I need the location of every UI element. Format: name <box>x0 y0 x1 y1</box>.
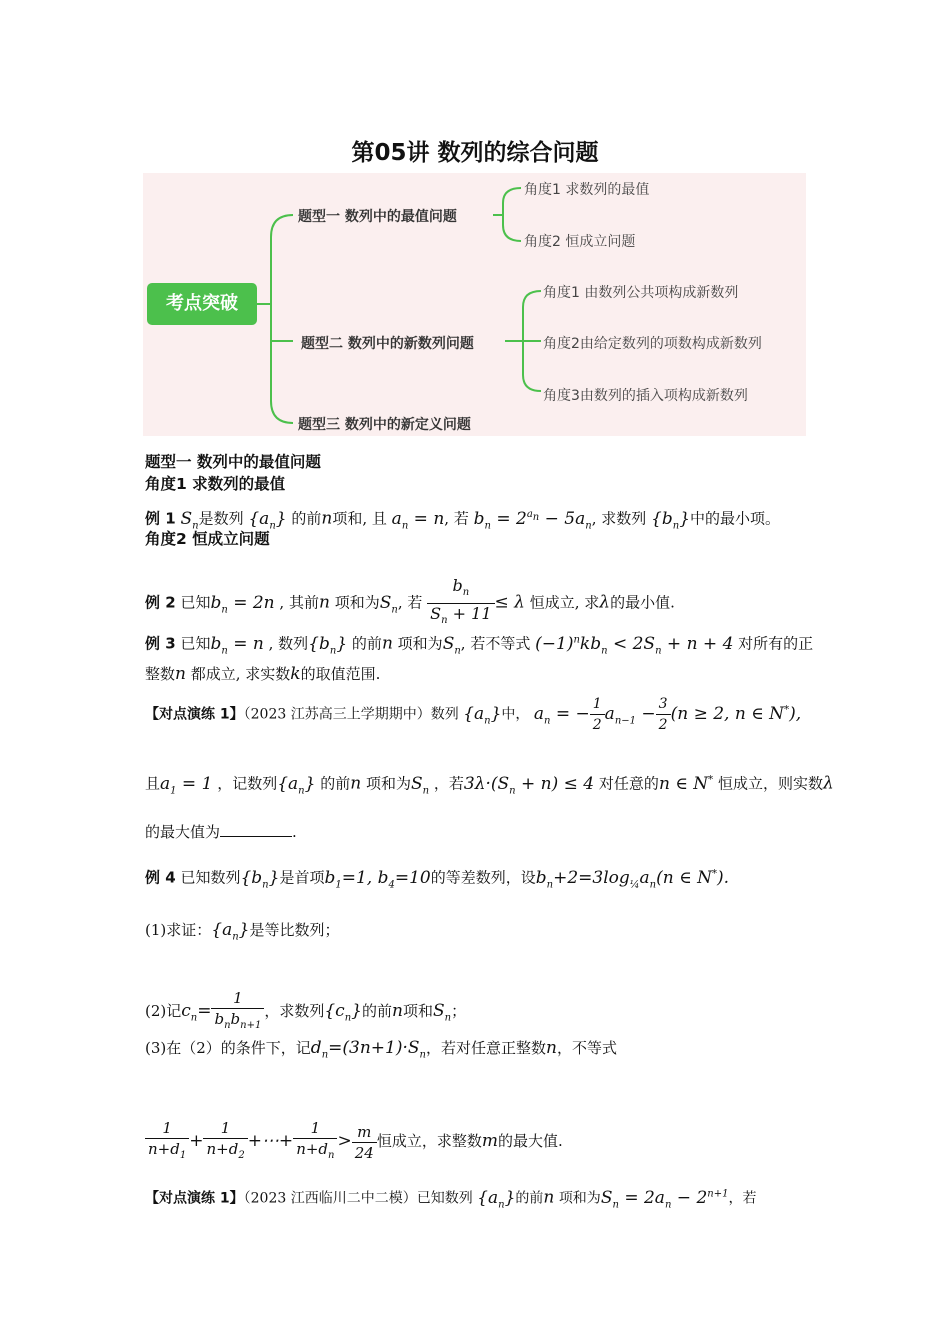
text: , 其前 <box>279 593 319 612</box>
text: 的前 <box>320 774 351 793</box>
practice-1-end <box>145 822 297 842</box>
text: (1)求证： <box>145 921 212 939</box>
text: . <box>292 823 297 841</box>
text: , 求数列 <box>591 509 647 528</box>
example-3 <box>145 630 813 661</box>
math: $S_n$ <box>410 773 430 797</box>
math: $S_n$ <box>379 592 398 616</box>
text: 项和 <box>402 1002 433 1020</box>
text: 中的最小项。 <box>690 509 781 528</box>
fraction: $\frac{1}{n+d_n}$ <box>293 1118 337 1166</box>
text: ； <box>451 1002 467 1020</box>
text: , 数列 <box>268 634 309 653</box>
mind-map-leaf: 角度3由数列的插入项构成新数列 <box>543 388 748 404</box>
math: $d_n=(3n+1)\cdot S_n$ <box>310 1038 426 1061</box>
mind-map-leaf: 角度2 恒成立问题 <box>524 234 636 250</box>
text: 整数 <box>145 665 176 683</box>
math: $c_n=$ <box>181 1001 212 1024</box>
math: $\{b_n\}$ <box>240 867 280 891</box>
section-heading: 题型一 数列中的最值问题 <box>145 453 321 471</box>
text: 已知 <box>180 593 211 612</box>
practice-label: 【对点演练 1】 <box>145 1190 244 1207</box>
text: 恒成立, 求 <box>529 593 600 612</box>
text: , 若 <box>444 509 469 528</box>
math: $a_1 = 1$ <box>160 773 213 797</box>
mind-map-branch-1: 题型一 数列中的最值问题 <box>298 209 457 225</box>
example-label: 例 4 <box>145 868 176 887</box>
math: $S_n$ <box>432 1001 452 1024</box>
text: ，不等式 <box>556 1039 617 1057</box>
text: 已知数列 <box>180 868 241 887</box>
text: 对所有的正 <box>738 634 814 653</box>
text: 项和, 且 <box>332 509 387 528</box>
math: $b_n = 2^{a_n} - 5a_n$ <box>473 508 592 532</box>
math: $b_n = 2n$ <box>210 592 275 616</box>
mind-map-leaf: 角度2由给定数列的项数构成新数列 <box>543 336 762 352</box>
math: λ <box>599 592 611 613</box>
math: ≤ λ <box>494 592 525 613</box>
fraction: $\frac{1}{n+d_2}$ <box>203 1118 247 1166</box>
text: , 若不等式 <box>460 634 531 653</box>
text: ，求数列 <box>264 1002 325 1020</box>
text: 的前 <box>515 1190 544 1207</box>
angle-heading: 角度1 求数列的最值 <box>145 475 286 493</box>
practice-1-cont <box>145 770 834 801</box>
text: 项和为 <box>558 1190 601 1207</box>
math: $b_1=1$, $b_4=10$ <box>324 867 431 891</box>
text: 的最小值. <box>610 593 675 612</box>
text: ，若 <box>433 774 464 793</box>
text: 的最大值为 <box>145 823 221 841</box>
text: 且 <box>145 774 161 793</box>
text: (2)记 <box>145 1002 182 1020</box>
text: ，记数列 <box>217 774 278 793</box>
math: $\{b_n\}$ <box>308 633 348 657</box>
mind-map-leaf: 角度1 求数列的最值 <box>524 182 650 198</box>
math: λ <box>822 773 834 794</box>
example-3-cont <box>145 664 380 684</box>
mind-map-leaf: 角度1 由数列公共项构成新数列 <box>543 285 739 301</box>
fraction: $\frac{1}{b_nb_{n+1}}$ <box>211 988 264 1036</box>
math: n <box>318 592 330 613</box>
math: n <box>321 508 333 529</box>
math: m <box>481 1131 498 1151</box>
angle-heading: 角度2 恒成立问题 <box>145 530 270 548</box>
practice-2 <box>145 1184 756 1215</box>
mind-map-branch-2: 题型二 数列中的新数列问题 <box>301 336 474 352</box>
math: $\{b_n\}$ <box>651 508 691 532</box>
example-4-inequality <box>145 1118 563 1166</box>
math: > <box>337 1131 352 1151</box>
fraction: $\frac{m}{24}$ <box>352 1122 377 1163</box>
math: $\{a_n\}$ <box>477 1187 516 1211</box>
math: n ∈ N* <box>658 773 714 794</box>
text: 的等差数列，设 <box>430 868 536 887</box>
mind-map-root: 考点突破 <box>147 283 257 325</box>
text: 是首项 <box>279 868 325 887</box>
text: 是等比数列； <box>249 921 340 939</box>
fraction: $\frac{1}{n+d_1}$ <box>145 1118 189 1166</box>
text: （2023 江西临川二中二模）已知数列 <box>243 1190 473 1207</box>
math: $S_n$ <box>442 633 461 657</box>
math: $b_n = n$ <box>210 633 264 657</box>
fraction: $\frac{1}{2}$ <box>590 694 605 735</box>
text: 项和为 <box>397 634 443 653</box>
text: 项和为 <box>334 593 380 612</box>
math: $a_n$ = − <box>533 703 590 726</box>
math: $a_n = n$ <box>391 508 445 532</box>
text: （2023 江苏高三上学期期中）数列 <box>243 706 459 723</box>
math: k <box>290 664 301 684</box>
fraction: $\frac{b_n}{S_n + 11}$ <box>427 576 494 631</box>
fraction: $\frac{3}{2}$ <box>656 694 671 735</box>
text: 的前 <box>351 634 382 653</box>
math: $\{a_n\}$ <box>463 703 502 726</box>
math: $a_{n-1}$ − <box>604 703 656 726</box>
text: 项和为 <box>365 774 411 793</box>
text: ，若对任意正整数 <box>425 1039 546 1057</box>
text: 的前 <box>361 1002 392 1020</box>
math: n <box>381 633 393 654</box>
practice-1 <box>145 694 801 735</box>
math: $3\lambda\cdot(S_n + n) \le 4$ <box>463 773 595 797</box>
example-4-part-2 <box>145 988 466 1036</box>
text: , 若 <box>397 593 423 612</box>
math: n <box>392 1001 403 1021</box>
example-label: 例 1 <box>145 509 176 528</box>
example-4-part-1 <box>145 920 340 947</box>
mind-map <box>143 173 806 436</box>
math: $S_n = 2a_n - 2^{n+1}$ <box>600 1187 729 1211</box>
page-title: 第05讲 数列的综合问题 <box>351 140 599 166</box>
answer-blank[interactable] <box>220 836 292 837</box>
text: 的前 <box>291 509 322 528</box>
text: 恒成立，求整数 <box>376 1132 482 1150</box>
text: 对任意的 <box>598 774 659 793</box>
example-2 <box>145 576 675 631</box>
math: +⋯+ <box>247 1131 294 1151</box>
math: n <box>543 1187 555 1208</box>
text: 中， <box>501 706 530 723</box>
example-4-part-3 <box>145 1038 617 1065</box>
example-label: 例 3 <box>145 634 176 653</box>
example-4 <box>145 864 729 895</box>
example-label: 例 2 <box>145 593 176 612</box>
math: + <box>189 1131 204 1151</box>
text: (3)在（2）的条件下，记 <box>145 1039 311 1057</box>
math: $\{a_n\}$ <box>211 920 250 943</box>
text: 恒成立，则实数 <box>717 774 823 793</box>
text: 已知 <box>180 634 211 653</box>
text: 的最大值. <box>497 1132 563 1150</box>
math: n <box>350 773 362 794</box>
math: $b_n+2=3\log_{\frac{1}{4}}a_n(n$ ∈ N*). <box>535 867 729 891</box>
math: $\{a_n\}$ <box>248 508 287 532</box>
practice-label: 【对点演练 1】 <box>145 706 244 723</box>
math: n <box>175 664 186 684</box>
math: $(-1)^nkb_n < 2S_n + n + 4$ <box>535 633 734 657</box>
mind-map-branch-3: 题型三 数列中的新定义问题 <box>298 417 471 433</box>
text: 的取值范围. <box>300 665 381 683</box>
math: $\{c_n\}$ <box>324 1001 362 1024</box>
math: n <box>546 1038 557 1058</box>
text: 是数列 <box>198 509 244 528</box>
text: 都成立, 求实数 <box>190 665 291 683</box>
text: ，若 <box>728 1190 757 1207</box>
math: $S_n$ <box>180 508 199 532</box>
math: (n ≥ 2, n ∈ N*), <box>670 703 802 724</box>
math: $\{a_n\}$ <box>277 773 316 797</box>
